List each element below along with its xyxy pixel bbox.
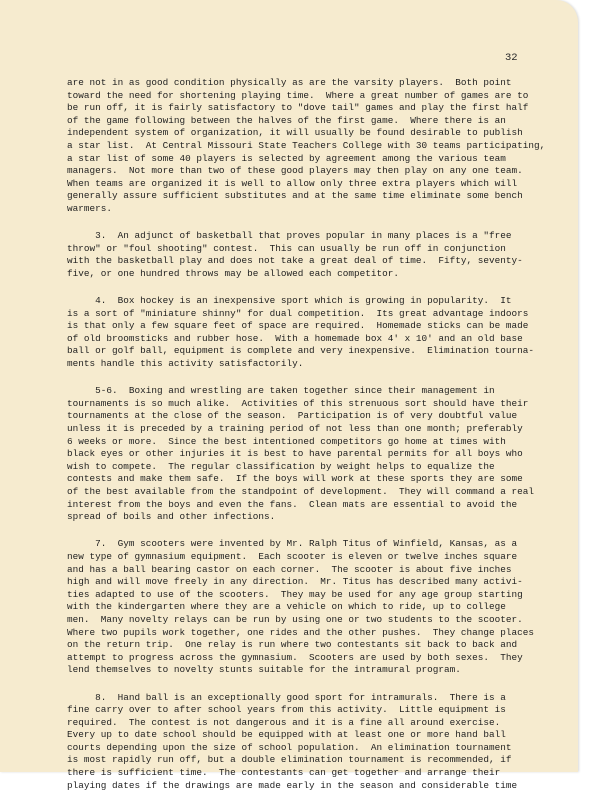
text-line: 4. Box hockey is an inexpensive sport which is growing in popularity. It [67,295,537,308]
text-line: of old broomsticks and rubber hose. With a homemade box 4' x 10' and an old base [67,333,537,346]
text-line: 5-6. Boxing and wrestling are taken together since their management in [67,385,537,398]
text-line: of the game following between the halves of the first game. Where there is an [67,115,537,128]
text-line: lend themselves to novelty stunts suitable for the intramural program. [67,664,537,677]
text-line: are not in as good condition physically as are the varsity players. Both point [67,77,537,90]
text-line: 6 weeks or more. Since the best intentioned competitors go home at times with [67,436,537,449]
text-line: be run off, it is fairly satisfactory to "dove tail" games and play the first half [67,102,537,115]
paragraph-gap [67,677,537,692]
paragraph [67,77,537,216]
paragraph [67,538,537,677]
text-line: courts depending upon the size of school population. An elimination tournament [67,742,537,755]
text-line: 3. An adjunct of basketball that proves popular in many places is a "free [67,230,537,243]
paragraph-gap [67,524,537,539]
text-line: required. The contest is not dangerous and it is a fine all around exercise. [67,717,537,730]
text-line: generally assure sufficient substitutes and at the same time eliminate some bench [67,190,537,203]
text-line: a star list of some 40 players is selected by agreement among the various team [67,153,537,166]
paragraph-gap [67,281,537,296]
text-line: a star list. At Central Missouri State Teachers College with 30 teams participating, [67,140,537,153]
paragraph [67,385,537,524]
text-line: and has a ball bearing castor on each corner. The scooter is about five inches [67,564,537,577]
paragraph [67,230,537,280]
text-line: managers. Not more than two of these good players may then play on any one team. [67,165,537,178]
text-line: wish to compete. The regular classification by weight helps to equalize the [67,461,537,474]
body-text [67,77,537,792]
text-line: men. Many novelty relays can be run by using one or two students to the scooter. [67,614,537,627]
paragraph-gap [67,216,537,231]
paragraph-gap [67,371,537,386]
text-line: unless it is preceded by a training period of not less than one month; preferably [67,423,537,436]
text-line: 7. Gym scooters were invented by Mr. Ralph Titus of Winfield, Kansas, as a [67,538,537,551]
paragraph [67,692,537,792]
text-line: black eyes or other injuries it is best to have parental permits for all boys who [67,448,537,461]
text-line: with the basketball play and does not take a great deal of time. Fifty, seventy- [67,255,537,268]
paragraph [67,295,537,371]
text-line: there is sufficient time. The contestants can get together and arrange their [67,767,537,780]
text-line: throw" or "foul shooting" contest. This can usually be run off in conjunction [67,243,537,256]
text-line: attempt to progress across the gymnasium. Scooters are used by both sexes. They [67,652,537,665]
text-line: tournaments at the close of the season. Participation is of very doubtful value [67,410,537,423]
text-line: with the kindergarten where they are a vehicle on which to ride, up to college [67,601,537,614]
text-line: independent system of organization, it will usually be found desirable to publish [67,127,537,140]
text-line: new type of gymnasium equipment. Each scooter is eleven or twelve inches square [67,551,537,564]
text-line: Every up to date school should be equipped with at least one or more hand ball [67,729,537,742]
text-line: of the best available from the standpoint of development. They will command a real [67,486,537,499]
text-line: is most rapidly run off, but a double elimination tournament is recommended, if [67,754,537,767]
text-line: ments handle this activity satisfactorily. [67,358,537,371]
page-number: 32 [505,52,518,64]
text-line: warmers. [67,203,537,216]
text-line: tournaments is so much alike. Activities of this strenuous sort should have their [67,398,537,411]
text-line: is that only a few square feet of space are required. Homemade sticks can be made [67,320,537,333]
text-line: playing dates if the drawings are made early in the season and considerable time [67,780,537,792]
text-line: interest from the boys and even the fans. Clean mats are essential to avoid the [67,499,537,512]
text-line: ball or golf ball, equipment is complete and very inexpensive. Elimination tourna- [67,345,537,358]
text-line: fine carry over to after school years from this activity. Little equipment is [67,704,537,717]
text-line: When teams are organized it is well to allow only three extra players which will [67,178,537,191]
text-line: on the return trip. One relay is run where two contestants sit back to back and [67,639,537,652]
text-line: toward the need for shortening playing time. Where a great number of games are to [67,90,537,103]
text-line: Where two pupils work together, one rides and the other pushes. They change places [67,627,537,640]
text-line: is a sort of "miniature shinny" for dual competition. Its great advantage indoors [67,308,537,321]
text-line: ties adapted to use of the scooters. They may be used for any age group starting [67,589,537,602]
text-line: contests and make them safe. If the boys will work at these sports they are some [67,473,537,486]
text-line: 8. Hand ball is an exceptionally good sport for intramurals. There is a [67,692,537,705]
text-line: five, or one hundred throws may be allowed each competitor. [67,268,537,281]
text-line: high and will move freely in any direction. Mr. Titus has described many activi- [67,576,537,589]
text-line: spread of boils and other infections. [67,511,537,524]
